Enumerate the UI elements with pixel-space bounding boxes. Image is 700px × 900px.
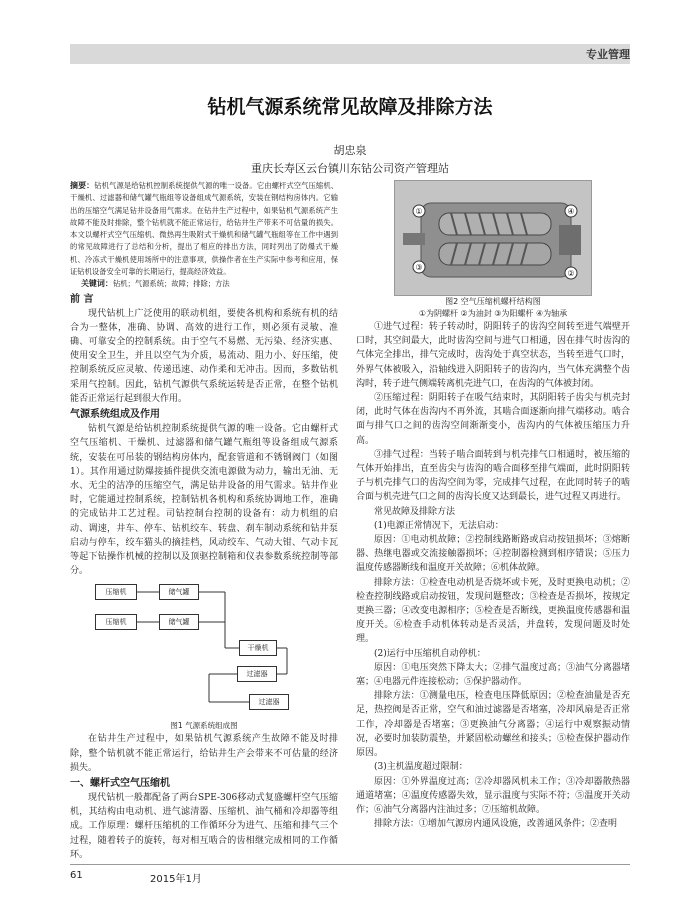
photo-label-4: ④ [567, 207, 575, 216]
paragraph-exhaust: ③排气过程：当转子啮合面转到与机壳排气口相通时，被压缩的气体开始排出，直至齿尖与齿沟的啮合面移至排气端面，此时阴阳转子与机壳排气口的齿沟空间为零，完成排气过程，在此同时转子的啮合面与机壳进气口之间的齿沟长度又达到最长，进气过程又再进行。 [356, 449, 630, 503]
photo-label-3: ③ [415, 263, 423, 272]
diagram-compressor-2: 压缩机 [95, 614, 137, 630]
abstract-text: 钻机气源是给钻机控制系统提供气源的唯一设备。它由螺杆式空气压缩机、干燥机、过滤器和储气罐气瓶组等设备组成气源系统，安装在钢结构房体内。它输出的压缩空气满足钻井设备用气需求。在钻井生产过程中，如果钻机气源系统产生故障不能及时排除，整个钻机就不能正常运行，给钻井生产带来不可估量的损失。本文以螺杆式空气压缩机、微热再生吸附式干燥机和储气罐气瓶组等在工作中遇到的常见故障进行了总结和分析，提出了相应的排出方法，同时列出了防爆式干燥机、冷冻式干燥机使用场所中的注意事项，供操作者在生产实际中参考和应用，保证钻机设备安全可靠的长期运行，提高经济效益。 [70, 181, 339, 277]
fault-3-title: (3)主机温度超过限制： [374, 762, 468, 773]
section-label: 专业管理 [586, 48, 630, 61]
affiliation: 重庆长寿区云台镇川东钻公司资产管理站 [251, 162, 449, 175]
heading-screw-compressor: 一、螺杆式空气压缩机 [70, 777, 170, 789]
article-title: 钻机气源系统常见故障及排除方法 [207, 96, 493, 118]
abstract [70, 180, 338, 278]
heading-intro: 前 言 [70, 293, 94, 305]
fault-3-cause: 原因：①外界温度过高；②冷却器风机未工作；③冷却器散热器通道堵塞；④温度传感器失效，显示温度与实际不符；⑤温度开关动作；⑥油气分离器内注油过多；⑦压缩机故障。 [356, 776, 630, 815]
fault-2-title: (2)运行中压缩机自动停机： [374, 648, 486, 659]
paragraph-composition: 钻机气源是给钻机控制系统提供气源的唯一设备。它由螺杆式空气压缩机、干燥机、过滤器和储气罐气瓶组等设备组成气源系统，安装在可吊装的钢结构房体内，配套管道和不锈钢阀门（如图1）。其作用通过防爆接插件提供交流电源做为动力，输出无油、无水、无尘的洁净的压缩空气，满足钻井设备的用气需求。钻井作业时，它能通过控制系统，控制钻机各机构和系统协调地工作，准确的完成钻井工艺过程。司钻控制台控制的设备有：动力机组的启动、调速，井车、停车、钻机绞车、转盘、刹车制动系统和钻井泵启动与停车，绞车猫头的摘挂档，风动绞车、气动大钳、气动卡瓦等起下钻操作机械的控制以及顶驱控制箱和仪表参数系统控制等部分。 [70, 424, 338, 577]
photo-label-1: ① [415, 207, 423, 216]
keywords-text: 钻机；气源系统；故障；排除；方法 [112, 279, 230, 289]
paragraph-intro: 现代钻机上广泛使用的联动机组，要使各机构和系统有机的结合为一整体，准确、协调、高效的进行工作，则必须有灵敏、准确、可靠安全的控制系统。由于空气不易燃、无污染、经济实惠、使用安全卫生，并且以空气为介质，易流动、阻力小、好压缩，使控制系统反应灵敏、传递迅速、动作柔和无冲击。因而，多数钻机采用气控制。因此，钻机气源供气系统运转是否正常，在整个钻机能否正常运行起到很大作用。 [70, 308, 338, 404]
footer-rule [70, 864, 630, 865]
paragraph-loss: 在钻井生产过程中，如果钻机气源系统产生故障不能及时排除，整个钻机就不能正常运行，给钻井生产会带来不可估量的经济损失。 [70, 734, 338, 773]
paragraph-screw-compressor: 现代钻机一般都配备了两台SPE-306移动式复盛螺杆空气压缩机，其结构由电动机、进气滤清器、压缩机、油气桶和冷却器等组成。工作原理：螺杆压缩机的工作循环分为进气、压缩和排气三个过程，随着转子的旋转，每对相互啮合的齿相继完成相同的工作循环。 [70, 792, 338, 860]
diagram-dryer: 干燥机 [239, 640, 277, 656]
fault-2-cause: 原因：①电压突然下降太大；②排气温度过高；③油气分离器堵塞；④电器元件连接松动；⑤保护器动作。 [356, 662, 630, 688]
diagram-filter-2: 过滤器 [249, 694, 289, 710]
diagram-tank-2: 储气罐 [159, 614, 199, 630]
fault-1-fix: 排除方法：①检查电动机是否烧坏或卡死，及时更换电动机；②检查控制线路或启动按钮，发现问题整改；③检查是否损坏，按规定更换三器；④改变电源相序；⑤检查是否断线，更换温度传感器和温度开关。⑥检查手动机体转动是否灵活，并盘转，发现问题及时处理。 [356, 577, 630, 645]
figure-2-legend: ①为阴螺杆 ②为油封 ③为阳螺杆 ④为轴承 [418, 309, 568, 318]
diagram-filter-1: 过滤器 [237, 666, 277, 682]
fault-3-fix: 排除方法：①增加气源房内通风设施，改善通风条件；②查明 [374, 819, 618, 830]
heading-composition: 气源系统组成及作用 [70, 409, 160, 421]
fault-2-fix: 排除方法：①测量电压，检查电压降低原因；②检查油量是否充足，热控阀是否正常，空气和油过滤器是否堵塞，冷却风扇是否正常工作，冷却器是否堵塞；③更换油气分离器；④运行中观察振动情况，必要时加装防震垫，并紧固松动螺丝和接头；⑤检查保护器动作原因。 [356, 691, 630, 759]
issue-date: 2015年1月 [150, 874, 202, 885]
abstract-label: 摘要： [70, 181, 95, 190]
heading-faults: 常见故障及排除方法 [374, 506, 456, 517]
air-source-diagram [89, 582, 319, 718]
header-band [70, 44, 630, 64]
figure-2-caption: 图2 空气压缩机螺杆结构图 [445, 297, 541, 306]
left-column [70, 180, 338, 862]
fault-1-cause: 原因：①电动机故障；②控制线路断路或启动按钮损坏；③熔断器、热继电器或交流接触器损坏；④控制器检测到相序错误；⑤压力温度传感器断线和温度开关故障；⑥机体故障。 [356, 535, 630, 574]
paragraph-intake: ①进气过程：转子转动时，阴阳转子的齿沟空间转至进气端壁开口时，其空间最大，此时齿沟空间与进气口相通，因在排气时齿沟的气体完全排出，排气完成时，齿沟处于真空状态，当转至进气口时，外界气体被吸入，沿轴线进入阴阳转子的齿沟内，当气体充满整个齿沟时，转子进气侧端转离机壳进气口，在齿沟的气体被封闭。 [356, 322, 630, 389]
diagram-tank-1: 储气罐 [159, 584, 199, 600]
fault-1-title: (1)电源正常情况下，无法启动： [374, 520, 504, 531]
right-column [356, 180, 630, 831]
paragraph-compression: ②压缩过程：阴阳转子在吸气结束时，其阴阳转子齿尖与机壳封闭，此时气体在齿沟内不再外流，其啮合面逐渐向排气端移动。啮合面与排气口之间的齿沟空间渐渐变小，齿沟内的气体被压缩压力升高。 [356, 393, 630, 446]
screw-structure-photo [394, 180, 592, 296]
page-number: 61 [70, 870, 83, 881]
figure-1-caption: 图1 气源系统组成图 [170, 721, 238, 731]
diagram-compressor-1: 压缩机 [95, 584, 137, 600]
keywords [70, 278, 338, 290]
keywords-label: 关键词： [80, 279, 113, 289]
author: 胡忠泉 [333, 144, 367, 157]
photo-label-2: ② [567, 269, 575, 278]
screw-illustration [395, 181, 591, 295]
